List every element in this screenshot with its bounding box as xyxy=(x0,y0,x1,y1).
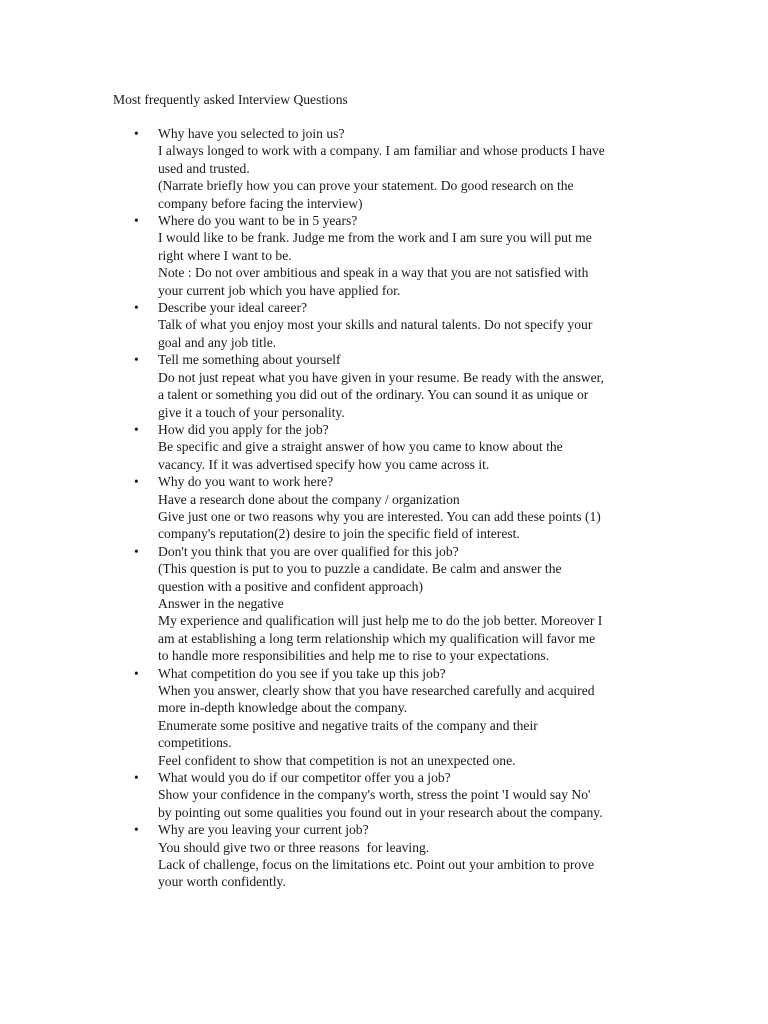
answer-line: Lack of challenge, focus on the limitations etc. Point out your ambition to prove xyxy=(158,857,595,873)
question-item xyxy=(134,473,678,543)
answer-line: (Narrate briefly how you can prove your statement. Do good research on the xyxy=(158,178,574,194)
question-text: Why have you selected to join us? xyxy=(158,126,345,141)
question-text: Tell me something about yourself xyxy=(158,352,341,368)
question-text: Don't you think that you are over qualified for this job? xyxy=(158,543,459,559)
bullet-icon: • xyxy=(134,126,139,141)
answer-line: Note : Do not over ambitious and speak in a way that you are not satisfied with xyxy=(158,265,589,281)
bullet-icon: • xyxy=(134,421,139,437)
answer-line: Do not just repeat what you have given in your resume. Be ready with the answer, xyxy=(158,369,605,385)
answer-line: vacancy. If it was advertised specify how you came across it. xyxy=(158,456,490,472)
bullet-icon: • xyxy=(134,543,139,559)
answer-line: goal and any job title. xyxy=(158,334,277,350)
answer-line: You should give two or three reasons for leaving. xyxy=(158,839,430,855)
answer-line: Show your confidence in the company's worth, stress the point 'I would say No' xyxy=(158,787,591,803)
bullet-icon: • xyxy=(134,770,139,786)
answer-line: Give just one or two reasons why you are interested. You can add these points (1) xyxy=(158,508,601,524)
answer-line: Talk of what you enjoy most your skills and natural talents. Do not specify your xyxy=(158,317,593,333)
question-item xyxy=(134,351,678,421)
question-text: Describe your ideal career? xyxy=(158,300,308,316)
answer-line: Feel confident to show that competition is not an unexpected one. xyxy=(158,752,516,768)
bullet-icon: • xyxy=(134,474,139,490)
question-text: What would you do if our competitor offer you a job? xyxy=(158,770,451,786)
answer-line: Have a research done about the company / organization xyxy=(158,491,460,507)
answer-line: used and trusted. xyxy=(158,160,250,176)
answer-line: am at establishing a long term relationship which my qualification will favor me xyxy=(158,630,596,646)
document-title: Most frequently asked Interview Questions xyxy=(113,92,348,107)
bullet-icon: • xyxy=(134,665,139,681)
answer-line: to handle more responsibilities and help me to rise to your expectations. xyxy=(158,648,550,664)
question-text: Where do you want to be in 5 years? xyxy=(158,213,358,229)
answer-line: your worth confidently. xyxy=(158,874,286,890)
question-item xyxy=(134,125,678,212)
answer-line: I always longed to work with a company. I am familiar and whose products I have xyxy=(158,143,605,159)
question-item xyxy=(134,212,678,299)
question-text: What competition do you see if you take up this job? xyxy=(158,665,446,681)
question-text: How did you apply for the job? xyxy=(158,421,329,437)
question-item xyxy=(134,543,678,665)
question-item xyxy=(134,299,678,351)
answer-line: Be specific and give a straight answer of how you came to know about the xyxy=(158,439,563,455)
question-item xyxy=(134,665,678,769)
answer-line: question with a positive and confident approach) xyxy=(158,578,424,594)
answer-line: a talent or something you did out of the ordinary. You can sound it as unique or xyxy=(158,387,589,403)
answer-line: (This question is put to you to puzzle a candidate. Be calm and answer the xyxy=(158,561,562,577)
answer-line: give it a touch of your personality. xyxy=(158,404,345,420)
question-text: Why are you leaving your current job? xyxy=(158,822,369,838)
answer-line: your current job which you have applied for. xyxy=(158,282,401,298)
answer-line: My experience and qualification will just help me to do the job better. Moreover I xyxy=(158,613,603,629)
answer-line: company before facing the interview) xyxy=(158,195,363,211)
answer-line: I would like to be frank. Judge me from the work and I am sure you will put me xyxy=(158,230,592,246)
question-item xyxy=(134,821,678,891)
question-item xyxy=(134,769,678,821)
bullet-icon: • xyxy=(134,822,139,838)
answer-line: Enumerate some positive and negative traits of the company and their xyxy=(158,717,538,733)
bullet-icon: • xyxy=(134,352,139,368)
answer-line: more in-depth knowledge about the company. xyxy=(158,700,408,716)
question-list xyxy=(134,125,678,891)
answer-line: competitions. xyxy=(158,735,232,751)
bullet-icon: • xyxy=(134,213,139,229)
answer-line: company's reputation(2) desire to join the specific field of interest. xyxy=(158,526,520,542)
answer-line: When you answer, clearly show that you have researched carefully and acquired xyxy=(158,683,595,698)
answer-line: by pointing out some qualities you found out in your research about the company. xyxy=(158,804,603,820)
question-text: Why do you want to work here? xyxy=(158,474,334,490)
bullet-icon: • xyxy=(134,300,139,316)
answer-line: right where I want to be. xyxy=(158,247,292,263)
question-item xyxy=(134,421,678,473)
answer-line: Answer in the negative xyxy=(158,595,284,611)
